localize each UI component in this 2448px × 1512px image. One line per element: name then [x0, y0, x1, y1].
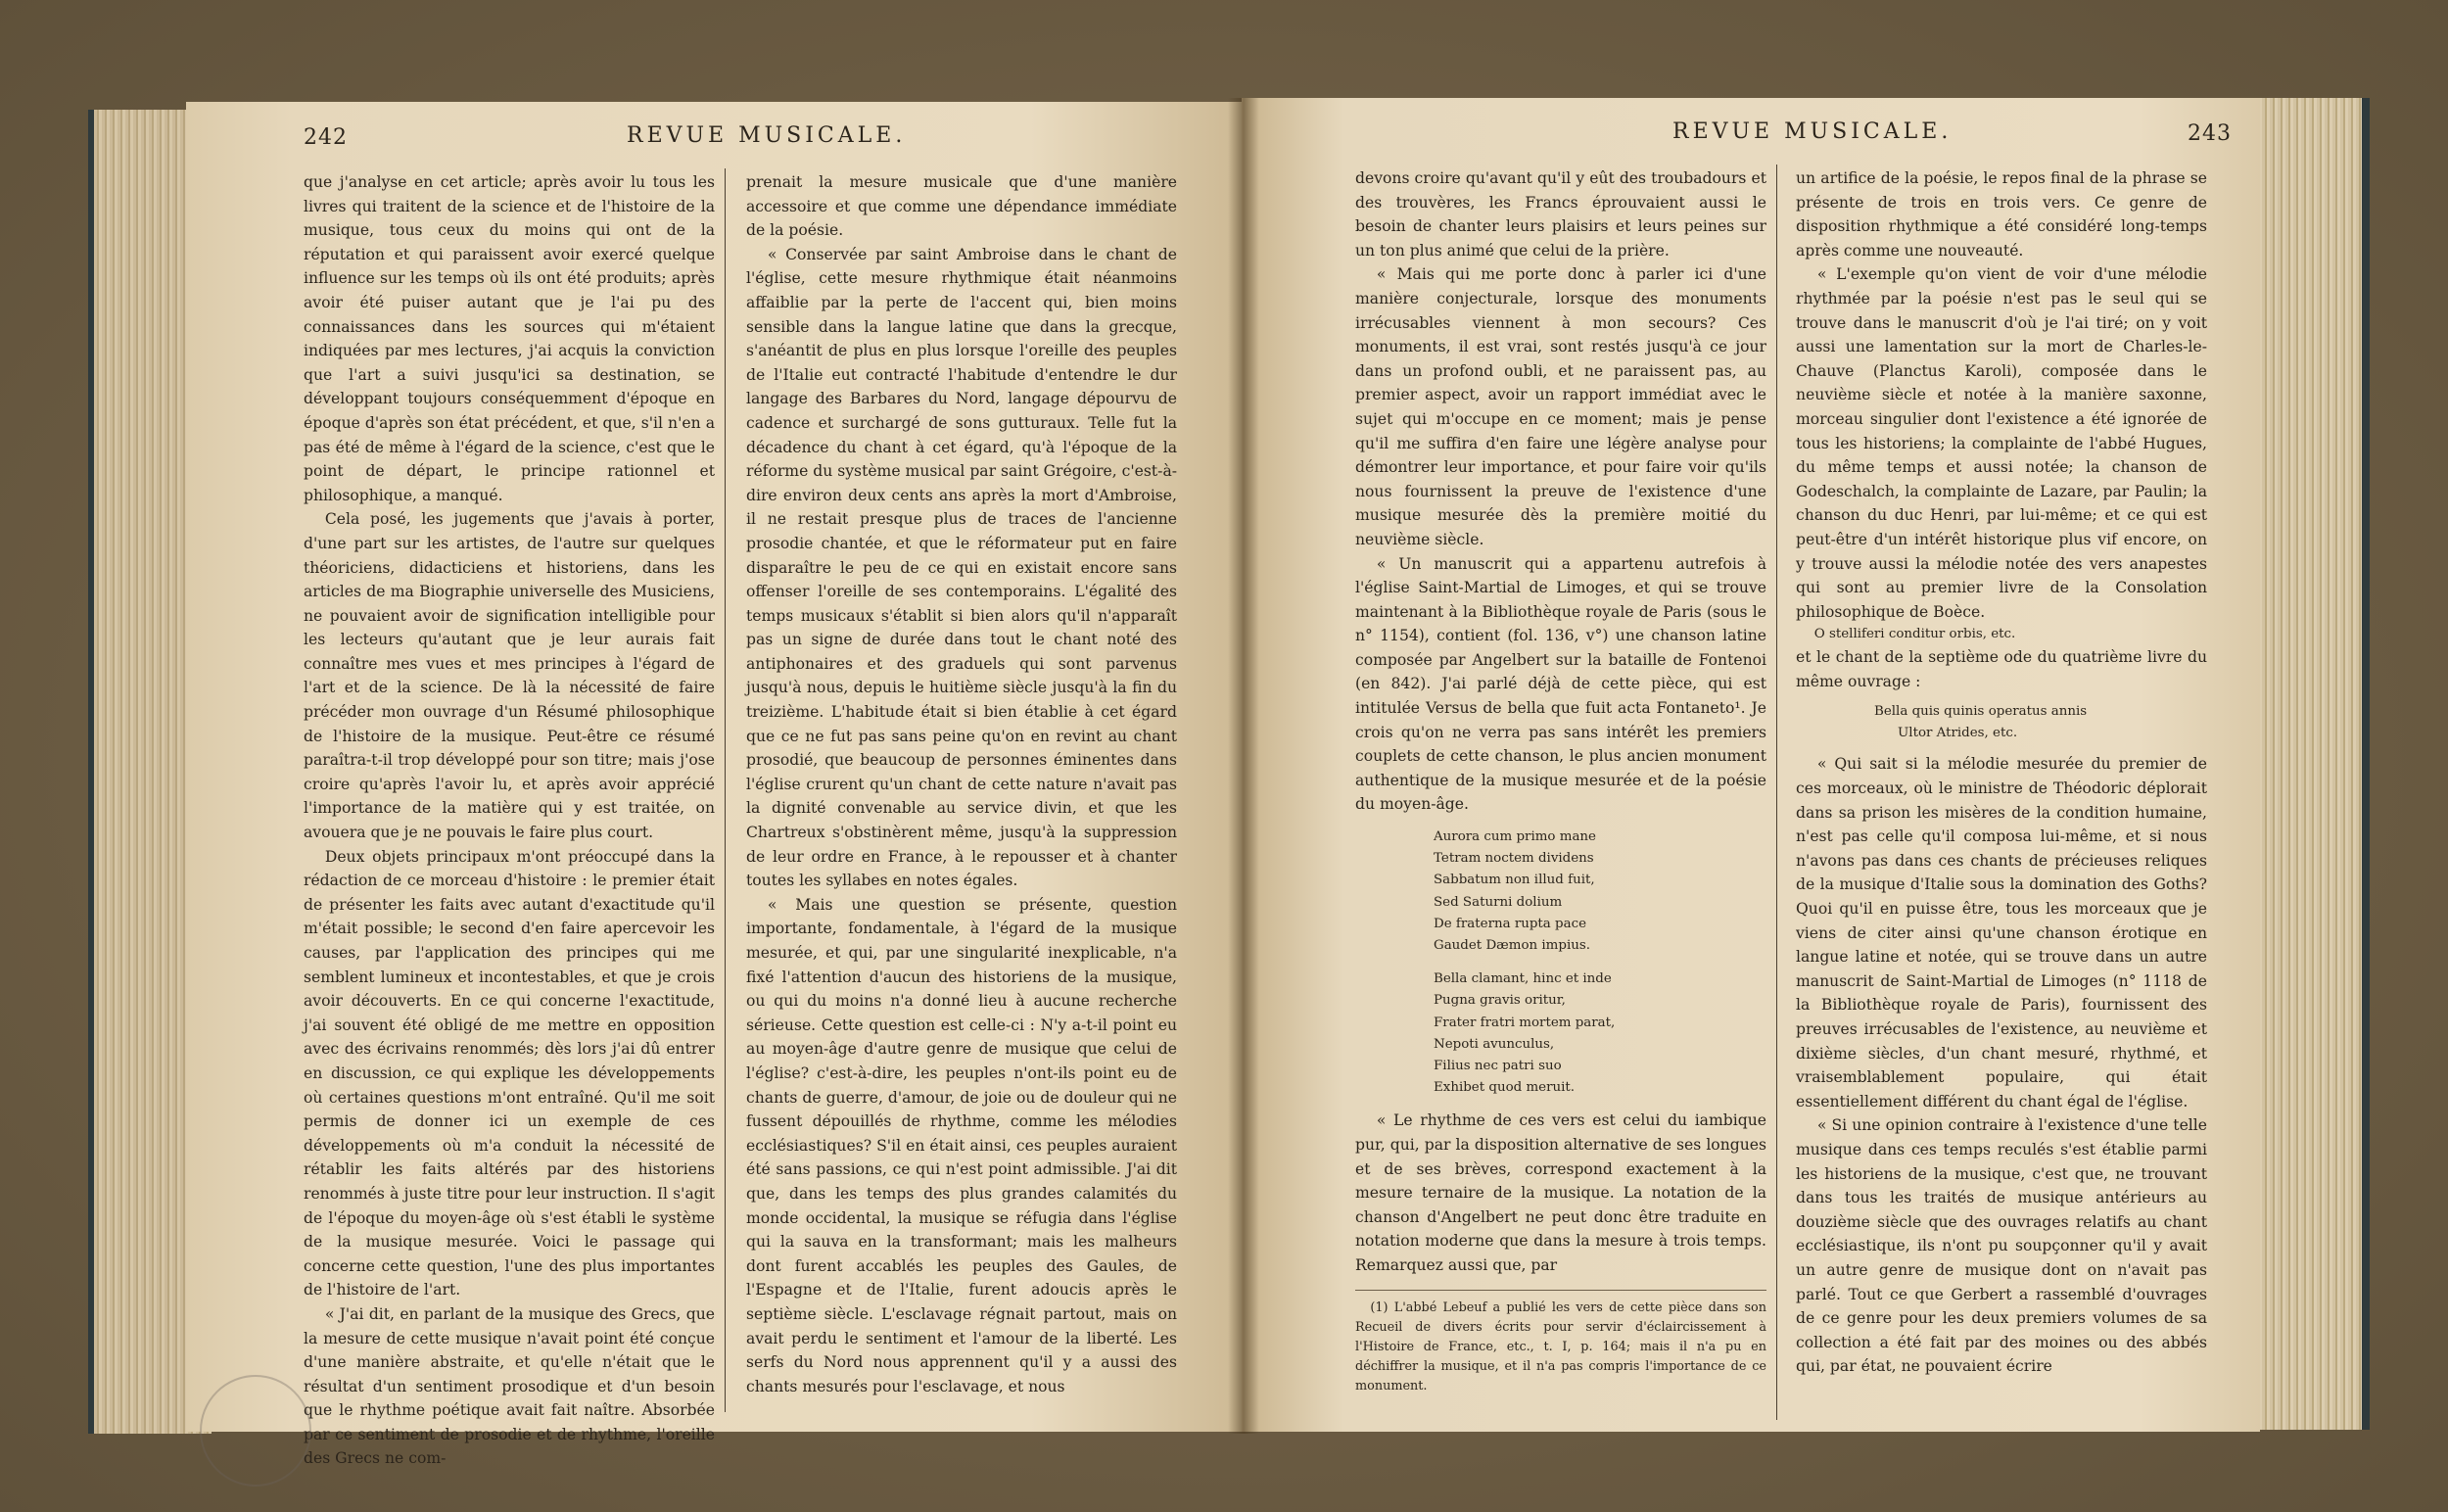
right-column-1: [1355, 166, 1766, 1396]
left-page: [186, 102, 1242, 1468]
footnote: [1355, 1290, 1766, 1396]
footnote-text: (1) L'abbé Lebeuf a publié les vers de cette pièce dans son Recueil de divers écrits pour servir d'éclaircissement à l'Histoire de France, etc., t. I, p. 164; mais il n'a pu en déchiffrer la musique, et il n'a pas compris l'importance de ce monument.: [1355, 1299, 1766, 1394]
verse-line: Gaudet Dæmon impius.: [1434, 938, 1590, 954]
left-column-2: [746, 170, 1177, 1398]
verse-line: Pugna gravis oritur,: [1434, 993, 1566, 1009]
verse-line: Sed Saturni dolium: [1434, 894, 1563, 910]
book-gutter: [1228, 98, 1259, 1434]
verse-line: De fraterna rupta pace: [1434, 916, 1587, 931]
verse-line: Aurora cum primo mane: [1434, 829, 1596, 845]
paragraph: un artifice de la poésie, le repos final de la phrase se présente de trois en trois vers. Ce genre de disposition rhythmique a été considéré long-temps après comme une nouveauté.: [1796, 169, 2207, 260]
paragraph: « L'exemple qu'on vient de voir d'une mélodie rhythmée par la poésie n'est pas le seul qui se trouve dans le manuscrit d'où je l'ai tiré; on y voit aussi une lamentation sur la mort de Charles-le-Chauve (Planctus Karoli), composée dans le neuvième siècle et notée à la manière saxonne, morceau singulier dont l'existence a été ignorée de tous les historiens; la complainte de l'abbé Hugues, du même temps et aussi notée; la chanson de Godeschalch, la complainte de Lazare, par Paulin; la chanson du duc Henri, par lui-même; et ce qui est peut-être d'un intérêt historique plus vif encore, on y trouve aussi la mélodie notée des vers anapestes qui sont au premier livre de la Consolation philosophique de Boèce.: [1796, 265, 2207, 621]
paragraph: « Mais une question se présente, question importante, fondamentale, à l'égard de la musique mesurée, et qui, par une singularité inexplicable, n'a fixé l'attention d'aucun des historiens de la musique, ou qui du moins n'a donné lieu à aucune recherche sérieuse. Cette question est celle-ci : N'y a-t-il point eu au moyen-âge d'autre genre de musique que celui de l'église? c'est-à-dire, les peuples n'ont-ils point eu de chants de guerre, d'amour, de joie ou de douleur qui ne fussent dépouillés de rhythme, comme les mélodies ecclésiastiques? S'il en était ainsi, ces peuples auraient été sans passions, ce qui n'est point admissible. J'ai dit que, dans les temps des plus grandes calamités du monde occidental, la musique se réfugia dans l'église qui la sauva en la transformant; mais les malheurs dont furent accablés les peuples des Gaules, de l'Espagne et de l'Italie, furent adoucis après le septième siècle. L'esclavage régnait partout, mais on avait perdu le sentiment et l'amour de la liberté. Les serfs du Nord nous apprennent qu'il y a aussi des chants mesurés pour l'esclavage, et nous: [746, 895, 1177, 1395]
paragraph: « Le rhythme de ces vers est celui du iambique pur, qui, par la disposition alternative de ses longues et de ses brèves, correspond exactement à la mesure ternaire de la musique. La notation de la chanson d'Angelbert ne peut donc être traduite en notation moderne que dans la mesure à trois temps. Remarquez aussi que, par: [1355, 1111, 1766, 1275]
verse-line: Nepoti avunculus,: [1434, 1036, 1555, 1052]
right-page: [1242, 98, 2260, 1432]
right-folio: 243: [2188, 121, 2232, 146]
verse-line: Tetram noctem dividens: [1434, 851, 1594, 867]
latin-quote-line: Ultor Atrides, etc.: [1898, 726, 2018, 741]
paragraph: que j'analyse en cet article; après avoir lu tous les livres qui traitent de la science et de l'histoire de la musique, tous ceux du moins qui ont de la réputation et qui paraissent avoir exercé quelque influence sur les temps où ils ont été produits; après avoir été puiser autant que je l'ai pu des connaissances dans les sources qui m'étaient indiquées par mes lectures, j'ai acquis la conviction que l'art a suivi jusqu'ici sa destination, se développant toujours conséquemment d'époque en époque d'après son état précédent, et que, s'il n'en a pas été de même à l'égard de la science, c'est que le point de départ, le principe rationnel et philosophique, a manqué.: [304, 173, 715, 504]
paragraph: Cela posé, les jugements que j'avais à porter, d'une part sur les artistes, de l'autre sur quelques théoriciens, didacticiens et historiens, dans les articles de ma Biographie universelle des Musiciens, ne pouvaient avoir de signification intelligible pour les lecteurs qu'autant que je leur aurais fait connaître mes vues et mes principes à l'égard de l'art et de la science. De là la nécessité de faire précéder mon ouvrage d'un Résumé philosophique de l'histoire de la musique. Peut-être ce résumé paraîtra-t-il trop développé pour son titre; mais j'ose croire qu'après l'avoir lu, et après avoir apprécié l'importance de la matière qui y est traitée, on avouera que je ne pouvais le faire plus court.: [304, 510, 715, 842]
verse-line: Filius nec patri suo: [1434, 1059, 1562, 1074]
verse-line: Exhibet quod meruit.: [1434, 1080, 1576, 1096]
verse-line: Bella clamant, hinc et inde: [1434, 971, 1612, 987]
paragraph: « Conservée par saint Ambroise dans le chant de l'église, cette mesure rhythmique était néanmoins affaiblie par la perte de l'accent qui, bien moins sensible dans la langue latine que dans la grecque, s'anéantit de plus en plus lorsque l'oreille des peuples de l'Italie eut contracté l'habitude d'entendre le dur langage des Barbares du Nord, langage dépourvu de cadence et surchargé de sons gutturaux. Telle fut la décadence du chant à cet égard, qu'à l'époque de la réforme du système musical par saint Grégoire, c'est-à-dire environ deux cents ans après la mort d'Ambroise, il ne restait presque plus de traces de l'ancienne prosodie chantée, et que le réformateur put en faire disparaître le peu de ce qui en existait encore sans offenser l'oreille de ses contemporains. L'égalité des temps musicaux s'établit si bien alors qu'il n'apparaît pas un signe de durée dans tout le chant noté des antiphonaires et des graduels qui sont parvenus jusqu'à nous, depuis le huitième siècle jusqu'à la fin du treizième. L'habitude était si bien établie à cet égard que ce ne fut pas sans peine qu'on en revint au chant prosodié, que beaucoup de personnes éminentes dans l'église crurent qu'un chant de cette nature n'avait pas la dignité convenable au service divin, et que les Chartreux s'obstinèrent même, jusqu'à la suppression de leur ordre en France, à le repousser et à chanter toutes les syllabes en notes égales.: [746, 245, 1178, 890]
right-running-head: REVUE MUSICALE.: [1672, 119, 1953, 144]
paragraph: « Si une opinion contraire à l'existence d'une telle musique dans ces temps reculés s'est établie parmi les historiens de la musique, c'est que, ne trouvant dans tous les traités de musique antérieurs au douzième siècle que des ouvrages relatifs au chant ecclésiastique, ils n'ont pu soupçonner qu'il y avait un autre genre de musique dont on n'avait pas parlé. Tout ce que Gerbert a rassemblé d'ouvrages de ce genre pour les deux premiers volumes de sa collection a été fait par des moines ou des abbés qui, par état, ne pouvaient écrire: [1796, 1116, 2207, 1376]
right-column-2: [1796, 166, 2207, 1379]
paragraph: Deux objets principaux m'ont préoccupé dans la rédaction de ce morceau d'histoire : le premier était de présenter les faits avec autant d'exactitude qu'il m'était possible; le second d'en faire apercevoir les causes, par l'application des principes qui me semblent lumineux et incontestables, et que je crois avoir découverts. En ce qui concerne l'exactitude, j'ai souvent été obligé de me mettre en opposition avec des écrivains renommés; dès lors j'ai dû entrer en discussion, ce qui explique les développements où certaines questions m'ont entraîné. Qu'il me soit permis de donner ici un exemple de ces développements où m'a conduit la nécessité de rétablir les faits altérés par des historiens renommés à juste titre pour leur instruction. Il s'agit de l'époque du moyen-âge où s'est établi le système de la musique mesurée. Voici le passage qui concerne cette question, l'une des plus importantes de l'histoire de l'art.: [304, 847, 715, 1299]
paragraph: « Un manuscrit qui a appartenu autrefois à l'église Saint-Martial de Limoges, et qui se trouve maintenant à la Bibliothèque royale de Paris (sous le n° 1154), contient (fol. 136, v°) une chanson latine composée par Angelbert sur la bataille de Fontenoi (en 842). J'ai parlé déjà de cette pièce, qui est intitulée Versus de bella que fuit acta Fontaneto¹. Je crois qu'on ne verra pas sans intérêt les premiers couplets de cette chanson, le plus ancien monument authentique de la musique mesurée et de la poésie du moyen-âge.: [1355, 554, 1766, 814]
paragraph: « Qui sait si la mélodie mesurée du premier de ces morceaux, où le ministre de Théodoric déplorait dans sa prison les misères de la condition humaine, n'est pas celle qu'il composa lui-même, et si nous n'avons pas dans ces chants de précieuses reliques de la musique d'Italie sous la domination des Goths? Quoi qu'il en puisse être, tous les morceaux que je viens de citer ainsi qu'une chanson érotique en langue latine et notée, qui se trouve dans un autre manuscrit de Saint-Martial de Limoges (n° 1118 de la Bibliothèque royale de Paris), fournissent des preuves irrécusables de l'existence, au neuvième et dixième siècles, d'un chant mesuré, rhythmé, et vraisemblablement populaire, qui était essentiellement différent du chant égal de l'église.: [1796, 755, 2207, 1110]
paragraph: « Mais qui me porte donc à parler ici d'une manière conjecturale, lorsque des monuments irrécusables viennent à mon secours? Ces monuments, il est vrai, sont restés jusqu'à ce jour dans un profond oubli, et ne paraissent pas, au premier aspect, avoir un rapport immédiat avec le sujet qui m'occupe en ce moment; mais je pense qu'il me suffira d'en faire une légère analyse pour démontrer leur importance, et pour faire voir qu'ils nous fournissent la preuve de l'existence d'une musique mesurée dès la première moitié du neuvième siècle.: [1355, 265, 1766, 548]
latin-quote-block: [1874, 701, 2207, 744]
verse-line: Sabbatum non illud fuit,: [1434, 873, 1595, 888]
left-running-head: REVUE MUSICALE.: [627, 123, 907, 148]
paragraph: prenait la mesure musicale que d'une manière accessoire et que comme une dépendance immédiate de la poésie.: [746, 173, 1177, 240]
paragraph: devons croire qu'avant qu'il y eût des troubadours et des trouvères, les Francs éprouvaient aussi le besoin de chanter leurs plaisirs et leurs peines sur un ton plus animé que celui de la prière.: [1355, 169, 1766, 260]
paragraph: et le chant de la septième ode du quatrième livre du même ouvrage :: [1796, 648, 2207, 690]
latin-quote: O stelliferi conditur orbis, etc.: [1813, 627, 2016, 642]
paragraph: « J'ai dit, en parlant de la musique des Grecs, que la mesure de cette musique n'avait point été conçue d'une manière abstraite, et qu'elle n'était que le résultat d'un sentiment prosodique et d'un besoin que le rhythme poétique avait fait naître. Absorbée par ce sentiment de prosodie et de rhythme, l'oreille des Grecs ne com-: [304, 1304, 715, 1468]
latin-quote-line: Bella quis quinis operatus annis: [1874, 704, 2088, 720]
library-stamp-icon: [200, 1375, 311, 1487]
left-column-1: [304, 170, 715, 1471]
verse-block: [1434, 827, 1766, 1099]
left-folio: 242: [304, 125, 348, 150]
verse-gap: [1434, 957, 1766, 969]
column-rule: [1776, 165, 1777, 1420]
column-rule: [725, 168, 726, 1412]
verse-line: Frater fratri mortem parat,: [1434, 1015, 1616, 1030]
